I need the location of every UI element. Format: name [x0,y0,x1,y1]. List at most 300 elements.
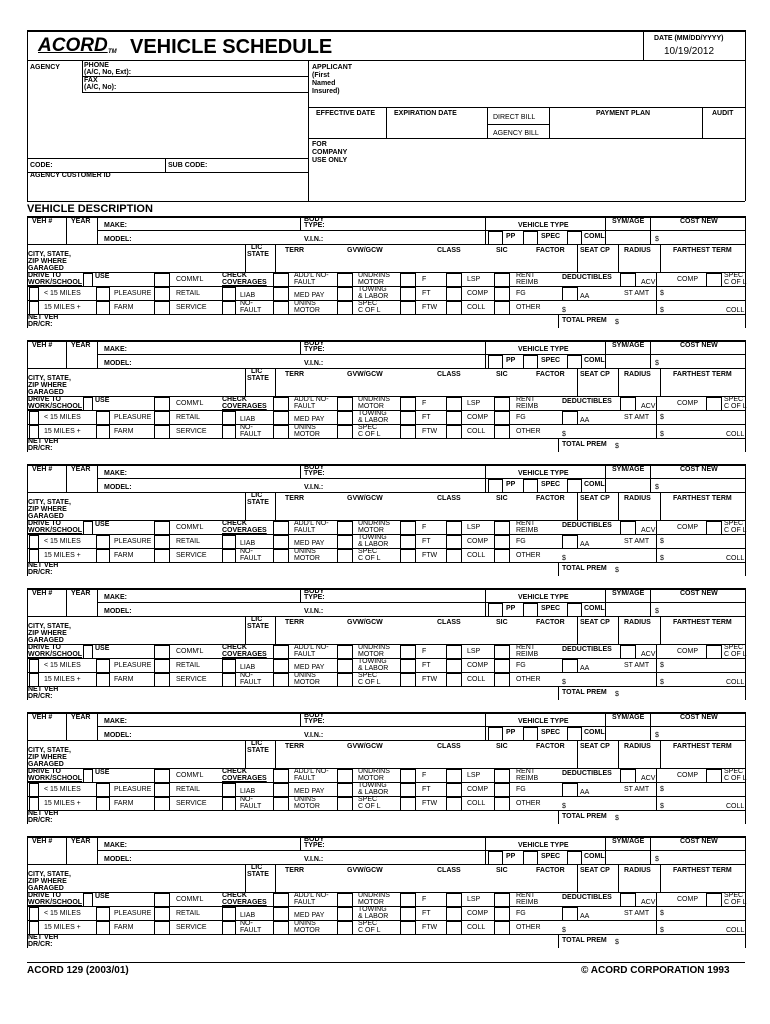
med-pay-checkbox[interactable] [273,411,289,425]
coll-checkbox[interactable] [446,921,462,935]
rent-reimb-label-1: RENT [516,272,536,279]
drive-to-label-2: WORK/SCHOOL [28,527,83,534]
coll-dollar: $ [660,307,664,314]
gt15-checkbox[interactable] [29,301,39,315]
no-fault-checkbox[interactable] [222,549,236,563]
lt15-checkbox[interactable] [29,783,39,797]
city-label-1: CITY, STATE, [28,871,71,878]
rent-reimb-checkbox[interactable] [494,645,510,659]
other-label: OTHER [516,304,541,311]
undrins-motor-label-2: MOTOR [358,279,384,286]
body-type-label-2: TYPE: [304,842,325,849]
rent-reimb-checkbox[interactable] [494,769,510,783]
audit-label: AUDIT [712,110,734,117]
rent-reimb-checkbox[interactable] [494,521,510,535]
med-pay-checkbox[interactable] [273,659,289,673]
cost-dollar: $ [655,856,659,863]
liab-checkbox[interactable] [222,907,236,921]
ftw-checkbox[interactable] [400,921,416,935]
pp-checkbox[interactable] [488,851,503,865]
lt15-checkbox[interactable] [29,659,39,673]
acv-checkbox[interactable] [620,397,636,411]
ftw-label: FTW [422,552,438,559]
med-pay-checkbox[interactable] [273,535,289,549]
lsp-checkbox[interactable] [446,769,462,783]
st-amt-dollar: $ [660,910,664,917]
ftw-label: FTW [422,428,438,435]
spec-cofl-checkbox[interactable] [706,645,722,659]
f-checkbox[interactable] [400,893,416,907]
drive-to-label-2: WORK/SCHOOL [28,899,83,906]
rent-reimb-label-1: RENT [516,892,536,899]
liab-checkbox[interactable] [222,411,236,425]
spec-cofl2-checkbox[interactable] [337,797,353,811]
coll-label: COLL [467,304,486,311]
coml-label: COML [584,605,605,612]
lsp-checkbox[interactable] [446,645,462,659]
agency-bill-label: AGENCY BILL [493,130,539,137]
comml-label: COMM'L [176,400,204,407]
drive-to-label-1: DRIVE TO [28,520,61,527]
st-amt-label: ST AMT [624,290,650,297]
undrins-motor-checkbox[interactable] [337,397,353,411]
spec-cofl-checkbox[interactable] [706,521,722,535]
other-checkbox[interactable] [494,673,510,687]
gt15-checkbox[interactable] [29,673,39,687]
fg-label: FG [516,910,526,917]
pleasure-checkbox[interactable] [96,535,110,549]
radius-label: RADIUS [624,619,651,626]
deductibles-label: DEDUCTIBLES [562,646,612,653]
liab-label: LIAB [240,912,256,919]
spec-cofl-checkbox[interactable] [706,397,722,411]
retail-checkbox[interactable] [154,783,170,797]
lsp-checkbox[interactable] [446,397,462,411]
farm-checkbox[interactable] [96,797,110,811]
spec-checkbox[interactable] [523,727,538,741]
make-label: MAKE: [104,594,127,601]
pp-checkbox[interactable] [488,231,503,245]
pleasure-label: PLEASURE [114,290,152,297]
vehicle-type-label: VEHICLE TYPE [518,718,569,725]
towing-checkbox[interactable] [337,659,353,673]
spec-cofl2-label-2: C OF L [358,431,381,438]
undrins-motor-label-1: UNDRINS [358,644,390,651]
undrins-motor-checkbox[interactable] [337,273,353,287]
drive-to-label-1: DRIVE TO [28,892,61,899]
acv-checkbox[interactable] [620,769,636,783]
check-cov-label-1: CHECK [222,520,247,527]
company-use-label-3: USE ONLY [312,157,348,164]
coml-checkbox[interactable] [567,851,582,865]
gt15-label: 15 MILES + [44,428,81,435]
drive-to-checkbox[interactable] [83,769,93,783]
no-fault-checkbox[interactable] [222,921,236,935]
model-label: MODEL: [104,236,132,243]
sic-label: SIC [496,247,508,254]
radius-label: RADIUS [624,371,651,378]
ft-checkbox[interactable] [400,907,416,921]
fg-checkbox[interactable] [494,659,510,673]
farm-checkbox[interactable] [96,301,110,315]
lt15-label: < 15 MILES [44,538,81,545]
other-checkbox[interactable] [494,425,510,439]
farm-checkbox[interactable] [96,673,110,687]
towing-checkbox[interactable] [337,287,353,301]
lt15-checkbox[interactable] [29,287,39,301]
veh-number-label: VEH # [32,838,53,845]
f-checkbox[interactable] [400,273,416,287]
towing-checkbox[interactable] [337,907,353,921]
other-label: OTHER [516,552,541,559]
veh-number-label: VEH # [32,342,53,349]
lsp-label: LSP [467,648,481,655]
addl-no-fault-checkbox[interactable] [273,397,289,411]
unins-motor-label-2: MOTOR [294,307,320,314]
body-type-label-1: BODY [304,712,325,719]
city-label-3: GARAGED [28,637,64,644]
vehicle-type-label: VEHICLE TYPE [518,222,569,229]
drive-to-checkbox[interactable] [83,273,93,287]
farm-checkbox[interactable] [96,549,110,563]
gt15-checkbox[interactable] [29,797,39,811]
spec-cofl-label-2: C OF L [724,527,747,534]
liab-checkbox[interactable] [222,783,236,797]
other-checkbox[interactable] [494,921,510,935]
pp-checkbox[interactable] [488,479,503,493]
gt15-checkbox[interactable] [29,549,39,563]
pleasure-checkbox[interactable] [96,783,110,797]
coll-checkbox[interactable] [446,797,462,811]
coml-label: COML [584,233,605,240]
total-prem-label: TOTAL PREM [562,317,607,324]
addl-no-fault-checkbox[interactable] [273,769,289,783]
aa-checkbox[interactable] [562,287,578,301]
body-type-label-1: BODY [304,340,325,347]
towing-checkbox[interactable] [337,411,353,425]
f-checkbox[interactable] [400,645,416,659]
gt15-checkbox[interactable] [29,921,39,935]
comml-checkbox[interactable] [154,397,170,411]
comp2-checkbox[interactable] [446,659,462,673]
comml-checkbox[interactable] [154,769,170,783]
retail-checkbox[interactable] [154,287,170,301]
undrins-motor-checkbox[interactable] [337,645,353,659]
spec-cofl2-label-2: C OF L [358,307,381,314]
coll-checkbox[interactable] [446,301,462,315]
service-checkbox[interactable] [154,921,170,935]
coll-checkbox[interactable] [446,673,462,687]
vin-label: V.I.N.: [304,608,324,615]
city-label-3: GARAGED [28,885,64,892]
ft-checkbox[interactable] [400,535,416,549]
ftw-checkbox[interactable] [400,673,416,687]
comp-label: COMP [677,896,698,903]
retail-checkbox[interactable] [154,907,170,921]
aa-checkbox[interactable] [562,411,578,425]
customer-id-label: AGENCY CUSTOMER ID [30,172,111,179]
addl-no-fault-checkbox[interactable] [273,273,289,287]
comml-checkbox[interactable] [154,645,170,659]
towing-checkbox[interactable] [337,783,353,797]
spec-checkbox[interactable] [523,479,538,493]
lt15-label: < 15 MILES [44,662,81,669]
unins-motor-checkbox[interactable] [273,921,289,935]
total-prem-label: TOTAL PREM [562,813,607,820]
unins-motor-checkbox[interactable] [273,301,289,315]
fg-checkbox[interactable] [494,411,510,425]
spec-cofl-checkbox[interactable] [706,893,722,907]
ftw-checkbox[interactable] [400,797,416,811]
spec-cofl2-checkbox[interactable] [337,301,353,315]
sym-age-label: SYM/AGE [612,218,645,225]
undrins-motor-label-1: UNDRINS [358,520,390,527]
gt15-checkbox[interactable] [29,425,39,439]
undrins-motor-checkbox[interactable] [337,769,353,783]
fg-checkbox[interactable] [494,535,510,549]
comp2-label: COMP [467,786,488,793]
aa-checkbox[interactable] [562,783,578,797]
lsp-checkbox[interactable] [446,893,462,907]
towing-checkbox[interactable] [337,535,353,549]
fg-checkbox[interactable] [494,287,510,301]
pp-checkbox[interactable] [488,603,503,617]
pleasure-label: PLEASURE [114,786,152,793]
acv-checkbox[interactable] [620,521,636,535]
no-fault-label-1: NO- [240,424,253,431]
pleasure-checkbox[interactable] [96,907,110,921]
comml-checkbox[interactable] [154,273,170,287]
ftw-checkbox[interactable] [400,425,416,439]
sic-label: SIC [496,867,508,874]
drive-to-label-1: DRIVE TO [28,768,61,775]
no-fault-checkbox[interactable] [222,301,236,315]
aa-checkbox[interactable] [562,535,578,549]
towing-label-2: & LABOR [358,913,389,920]
liab-checkbox[interactable] [222,535,236,549]
comml-checkbox[interactable] [154,521,170,535]
addl-no-fault-checkbox[interactable] [273,893,289,907]
lsp-checkbox[interactable] [446,273,462,287]
gt15-label: 15 MILES + [44,552,81,559]
lt15-checkbox[interactable] [29,907,39,921]
seat-cp-label: SEAT CP [580,867,610,874]
drive-to-checkbox[interactable] [83,893,93,907]
f-checkbox[interactable] [400,521,416,535]
spec-cofl-checkbox[interactable] [706,769,722,783]
comp2-checkbox[interactable] [446,907,462,921]
rent-reimb-label-2: REIMB [516,651,539,658]
date-field[interactable]: 10/19/2012 [664,46,715,57]
vehicle-block [0,588,770,712]
spec-cofl2-checkbox[interactable] [337,549,353,563]
unins-motor-checkbox[interactable] [273,425,289,439]
comml-checkbox[interactable] [154,893,170,907]
make-label: MAKE: [104,222,127,229]
coml-checkbox[interactable] [567,603,582,617]
lsp-checkbox[interactable] [446,521,462,535]
undrins-motor-checkbox[interactable] [337,893,353,907]
pp-label: PP [506,233,516,240]
ft-checkbox[interactable] [400,287,416,301]
terr-label: TERR [285,743,305,750]
pleasure-checkbox[interactable] [96,411,110,425]
other-checkbox[interactable] [494,301,510,315]
other-checkbox[interactable] [494,549,510,563]
drive-to-checkbox[interactable] [83,521,93,535]
towing-label-2: & LABOR [358,541,389,548]
coml-checkbox[interactable] [567,231,582,245]
pleasure-checkbox[interactable] [96,287,110,301]
lt15-checkbox[interactable] [29,535,39,549]
fg-checkbox[interactable] [494,907,510,921]
service-checkbox[interactable] [154,673,170,687]
no-fault-label-2: FAULT [240,307,262,314]
liab-label: LIAB [240,416,256,423]
addl-no-fault-label-1: ADD'L NO- [294,272,329,279]
addl-no-fault-checkbox[interactable] [273,645,289,659]
other-checkbox[interactable] [494,797,510,811]
fg-checkbox[interactable] [494,783,510,797]
undrins-motor-checkbox[interactable] [337,521,353,535]
ft-checkbox[interactable] [400,783,416,797]
aa-checkbox[interactable] [562,907,578,921]
rent-reimb-checkbox[interactable] [494,397,510,411]
rent-reimb-checkbox[interactable] [494,893,510,907]
pleasure-checkbox[interactable] [96,659,110,673]
gt15-label: 15 MILES + [44,800,81,807]
net-veh-label-2: DR/CR: [28,693,53,700]
pp-checkbox[interactable] [488,355,503,369]
deductibles-label: DEDUCTIBLES [562,770,612,777]
cost-new-label: COST NEW [680,590,718,597]
service-checkbox[interactable] [154,797,170,811]
lt15-label: < 15 MILES [44,910,81,917]
rent-reimb-checkbox[interactable] [494,273,510,287]
unins-motor-checkbox[interactable] [273,797,289,811]
lt15-checkbox[interactable] [29,411,39,425]
undrins-motor-label-1: UNDRINS [358,272,390,279]
service-label: SERVICE [176,676,207,683]
retail-checkbox[interactable] [154,535,170,549]
comp2-checkbox[interactable] [446,783,462,797]
service-checkbox[interactable] [154,549,170,563]
f-checkbox[interactable] [400,397,416,411]
drive-to-checkbox[interactable] [83,397,93,411]
liab-checkbox[interactable] [222,659,236,673]
addl-no-fault-label-2: FAULT [294,775,316,782]
coml-checkbox[interactable] [567,727,582,741]
unins-motor-checkbox[interactable] [273,549,289,563]
sic-label: SIC [496,495,508,502]
spec-cofl-checkbox[interactable] [706,273,722,287]
spec-cofl2-checkbox[interactable] [337,673,353,687]
year-label: YEAR [71,714,91,721]
f-checkbox[interactable] [400,769,416,783]
med-pay-checkbox[interactable] [273,907,289,921]
spec-checkbox[interactable] [523,603,538,617]
deductibles-label: DEDUCTIBLES [562,398,612,405]
spec-cofl2-checkbox[interactable] [337,425,353,439]
no-fault-checkbox[interactable] [222,425,236,439]
comp-label: COMP [677,524,698,531]
acv-checkbox[interactable] [620,893,636,907]
veh-number-label: VEH # [32,218,53,225]
retail-checkbox[interactable] [154,411,170,425]
acv-checkbox[interactable] [620,273,636,287]
aa-checkbox[interactable] [562,659,578,673]
comp2-checkbox[interactable] [446,411,462,425]
service-checkbox[interactable] [154,425,170,439]
drive-to-checkbox[interactable] [83,645,93,659]
vehicle-type-label: VEHICLE TYPE [518,470,569,477]
farthest-term-label: FARTHEST TERM [673,371,732,378]
veh-number-label: VEH # [32,466,53,473]
coml-checkbox[interactable] [567,355,582,369]
payment-plan-label: PAYMENT PLAN [596,110,651,117]
fax-label: FAX [84,77,98,84]
body-type-label-1: BODY [304,836,325,843]
no-fault-label-1: NO- [240,672,253,679]
med-pay-checkbox[interactable] [273,287,289,301]
net-veh-label-1: NET VEH [28,934,59,941]
liab-checkbox[interactable] [222,287,236,301]
farm-label: FARM [114,676,134,683]
comp2-checkbox[interactable] [446,535,462,549]
no-fault-checkbox[interactable] [222,797,236,811]
retail-checkbox[interactable] [154,659,170,673]
service-checkbox[interactable] [154,301,170,315]
farm-checkbox[interactable] [96,921,110,935]
check-cov-label-2: COVERAGES [222,899,267,906]
ft-checkbox[interactable] [400,411,416,425]
acv-checkbox[interactable] [620,645,636,659]
rent-reimb-label-2: REIMB [516,899,539,906]
spec-cofl2-checkbox[interactable] [337,921,353,935]
spec-checkbox[interactable] [523,851,538,865]
expiration-date-label: EXPIRATION DATE [394,110,457,117]
coll-checkbox[interactable] [446,549,462,563]
rent-reimb-label-2: REIMB [516,527,539,534]
coml-checkbox[interactable] [567,479,582,493]
addl-no-fault-checkbox[interactable] [273,521,289,535]
farm-checkbox[interactable] [96,425,110,439]
ftw-checkbox[interactable] [400,549,416,563]
ft-checkbox[interactable] [400,659,416,673]
st-amt-label: ST AMT [624,414,650,421]
company-use-label-2: COMPANY [312,149,348,156]
no-fault-checkbox[interactable] [222,673,236,687]
comp2-checkbox[interactable] [446,287,462,301]
city-label-1: CITY, STATE, [28,747,71,754]
undrins-motor-label-2: MOTOR [358,899,384,906]
ftw-checkbox[interactable] [400,301,416,315]
seat-cp-label: SEAT CP [580,495,610,502]
year-label: YEAR [71,342,91,349]
unins-motor-checkbox[interactable] [273,673,289,687]
coll-checkbox[interactable] [446,425,462,439]
pp-checkbox[interactable] [488,727,503,741]
pleasure-label: PLEASURE [114,414,152,421]
med-pay-checkbox[interactable] [273,783,289,797]
vehicle-block [0,836,770,960]
spec-checkbox[interactable] [523,231,538,245]
city-label-2: ZIP WHERE [28,506,67,513]
med-pay-label: MED PAY [294,540,325,547]
spec-checkbox[interactable] [523,355,538,369]
body-type-label-1: BODY [304,216,325,223]
cost-new-label: COST NEW [680,218,718,225]
